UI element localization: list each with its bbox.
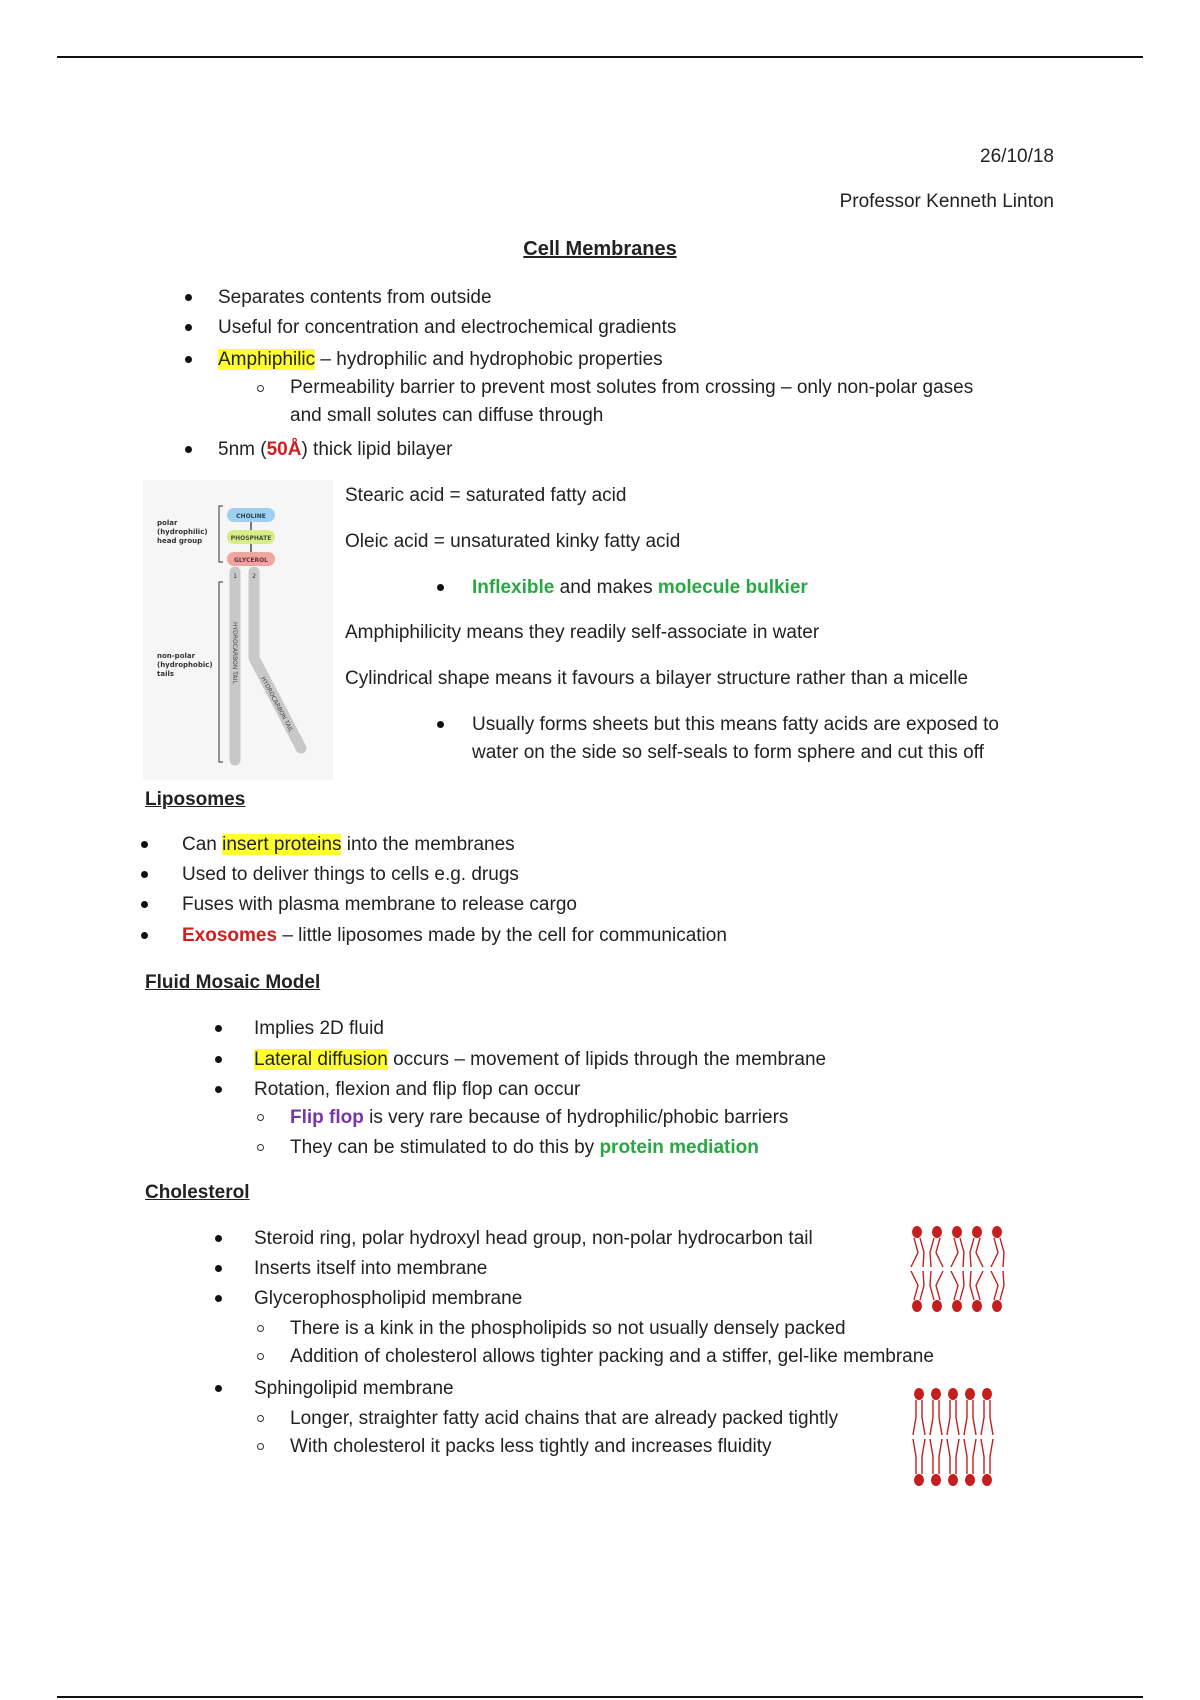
sub-bullet-circle bbox=[257, 1415, 264, 1422]
angstrom-value: 50Å bbox=[266, 439, 302, 460]
lipid-tail bbox=[951, 1271, 958, 1300]
intro-bullet-2: Useful for concentration and electrochemical gradients bbox=[218, 317, 677, 338]
glycerol-label: GLYCEROL bbox=[234, 557, 268, 564]
oleic-acid-line: Oleic acid = unsaturated kinky fatty acid bbox=[345, 531, 681, 552]
bullet-dot bbox=[215, 1056, 222, 1063]
lipid-tail bbox=[947, 1400, 950, 1435]
liposomes-bullet-3: Fuses with plasma membrane to release cargo bbox=[182, 894, 577, 915]
lipid-tail bbox=[947, 1439, 950, 1474]
lipid-head bbox=[982, 1474, 992, 1486]
liposomes-heading: Liposomes bbox=[145, 789, 246, 810]
bullet-dot bbox=[141, 932, 148, 939]
lipid-tail bbox=[973, 1439, 976, 1474]
exosomes-text: Exosomes bbox=[182, 925, 278, 946]
lipid-tail bbox=[922, 1439, 925, 1474]
lipid-tail bbox=[964, 1400, 967, 1435]
lipid-tail bbox=[970, 1271, 974, 1300]
cholesterol-b3-sub-1: There is a kink in the phospholipids so not usually densely packed bbox=[290, 1318, 846, 1339]
lipid-tail bbox=[960, 1238, 964, 1267]
bullet-dot bbox=[437, 584, 444, 591]
cholesterol-b3-sub-2: Addition of cholesterol allows tighter packing and a stiffer, gel-like membrane bbox=[290, 1346, 934, 1367]
fluid-bullet-2 bbox=[254, 1049, 826, 1071]
sub-bullet-circle bbox=[257, 1353, 264, 1360]
liposomes-bullet-2: Used to deliver things to cells e.g. drugs bbox=[182, 864, 519, 885]
intro-bullet-1: Separates contents from outside bbox=[218, 287, 492, 308]
lipid-tail bbox=[981, 1400, 984, 1435]
lipid-tail bbox=[990, 1400, 993, 1435]
lipid-tail bbox=[951, 1238, 958, 1267]
lipid-head bbox=[965, 1474, 975, 1486]
amphiphilicity-line: Amphiphilicity means they readily self-associate in water bbox=[345, 622, 820, 643]
date: 26/10/18 bbox=[980, 146, 1054, 167]
bullet-dot bbox=[215, 1385, 222, 1392]
lipid-head bbox=[952, 1226, 962, 1238]
sheets-line-2: water on the side so self-seals to form sphere and cut this off bbox=[472, 742, 984, 763]
lipid-head bbox=[932, 1226, 942, 1238]
lipid-tail bbox=[970, 1238, 974, 1267]
lipid-tail bbox=[913, 1400, 916, 1435]
polar-label-1: polar bbox=[157, 519, 178, 527]
bullet-dot bbox=[215, 1025, 222, 1032]
nonpolar-label-2: (hydrophobic) bbox=[157, 661, 213, 669]
lipid-tail bbox=[930, 1238, 934, 1267]
lipid-tail bbox=[939, 1439, 942, 1474]
liposomes-bullet-4 bbox=[182, 925, 727, 947]
tail-2-number: 2 bbox=[252, 573, 256, 580]
phosphate-label: PHOSPHATE bbox=[230, 535, 272, 542]
phospholipid-diagram bbox=[143, 480, 333, 780]
lipid-head bbox=[948, 1388, 958, 1400]
bullet-dot bbox=[185, 356, 192, 363]
lipid-tail bbox=[976, 1271, 983, 1300]
lipid-tail bbox=[1000, 1238, 1004, 1267]
lipid-tail bbox=[976, 1238, 983, 1267]
lipid-tail bbox=[922, 1400, 925, 1435]
tail-1-label: HYDROCARBON TAIL bbox=[231, 622, 238, 684]
lipid-tail bbox=[990, 1439, 993, 1474]
fluid-mosaic-heading: Fluid Mosaic Model bbox=[145, 972, 321, 993]
lipid-tail bbox=[960, 1271, 964, 1300]
bullet-dot bbox=[141, 901, 148, 908]
bottom-rule bbox=[57, 1696, 1143, 1698]
stearic-acid-line: Stearic acid = saturated fatty acid bbox=[345, 485, 627, 506]
liposomes-b1-pre: Can bbox=[182, 834, 223, 855]
sheets-line-1: Usually forms sheets but this means fatty acids are exposed to bbox=[472, 714, 999, 735]
intro-bullet-3-text: – hydrophilic and hydrophobic properties bbox=[315, 349, 663, 370]
sub-bullet-circle bbox=[257, 1325, 264, 1332]
page-title: Cell Membranes bbox=[523, 238, 677, 260]
amphiphilic-highlight: Amphiphilic bbox=[218, 349, 316, 370]
choline-label: CHOLINE bbox=[236, 513, 266, 520]
lipid-head bbox=[972, 1300, 982, 1312]
cylindrical-line: Cylindrical shape means it favours a bilayer structure rather than a micelle bbox=[345, 668, 969, 689]
lateral-diffusion-highlight: Lateral diffusion bbox=[254, 1049, 388, 1070]
lipid-head bbox=[992, 1226, 1002, 1238]
lipid-tail bbox=[956, 1400, 959, 1435]
polar-label-2: (hydrophilic) bbox=[157, 528, 208, 536]
lipid-tail bbox=[930, 1400, 933, 1435]
sub-bullet-circle bbox=[257, 385, 264, 392]
lipid-tail bbox=[930, 1271, 934, 1300]
tail-1-number: 1 bbox=[233, 573, 237, 580]
lipid-tail bbox=[939, 1400, 942, 1435]
glycerophospholipid-bilayer-illustration bbox=[905, 1224, 1015, 1314]
intro-sub-1-line2: and small solutes can diffuse through bbox=[290, 405, 604, 426]
cholesterol-bullet-4: Sphingolipid membrane bbox=[254, 1378, 454, 1399]
nonpolar-label-3: tails bbox=[157, 670, 175, 678]
nonpolar-label-1: non-polar bbox=[157, 652, 196, 660]
lipid-tail bbox=[920, 1271, 924, 1300]
bullet-dot bbox=[215, 1235, 222, 1242]
lipid-tail bbox=[911, 1271, 918, 1300]
lipid-tail bbox=[956, 1439, 959, 1474]
bullet-dot bbox=[185, 294, 192, 301]
inflexible-text: Inflexible bbox=[472, 577, 555, 598]
lipid-tail bbox=[964, 1439, 967, 1474]
intro-bullet-3 bbox=[218, 349, 663, 371]
lipid-head bbox=[931, 1388, 941, 1400]
oleic-bullet bbox=[472, 577, 808, 599]
lecturer: Professor Kenneth Linton bbox=[839, 191, 1054, 212]
insert-proteins-highlight: insert proteins bbox=[222, 834, 342, 855]
tail-2-label: HYDROCARBON TAIL bbox=[259, 675, 295, 734]
lipid-tail bbox=[991, 1238, 998, 1267]
bulkier-text: molecule bulkier bbox=[657, 577, 808, 598]
thickness-post: ) thick lipid bilayer bbox=[301, 439, 453, 460]
lipid-tail bbox=[913, 1439, 916, 1474]
lipid-head bbox=[914, 1388, 924, 1400]
lipid-tail bbox=[991, 1271, 998, 1300]
cholesterol-bullet-2: Inserts itself into membrane bbox=[254, 1258, 488, 1279]
lipid-tail bbox=[936, 1271, 943, 1300]
cholesterol-heading: Cholesterol bbox=[145, 1182, 250, 1203]
sub-bullet-circle bbox=[257, 1144, 264, 1151]
lipid-head bbox=[914, 1474, 924, 1486]
cholesterol-b4-sub-1: Longer, straighter fatty acid chains that are already packed tightly bbox=[290, 1408, 839, 1429]
polar-label-3: head group bbox=[157, 537, 203, 545]
lipid-tail bbox=[930, 1439, 933, 1474]
protein-mediation-text: protein mediation bbox=[599, 1137, 759, 1158]
fluid-sub-2 bbox=[290, 1137, 759, 1159]
sub-bullet-circle bbox=[257, 1443, 264, 1450]
fluid-s2-pre: They can be stimulated to do this by bbox=[290, 1137, 600, 1158]
fluid-s1-post: is very rare because of hydrophilic/phobic barriers bbox=[363, 1107, 789, 1128]
bullet-dot bbox=[185, 324, 192, 331]
thickness-pre: 5nm ( bbox=[218, 439, 267, 460]
lipid-head bbox=[992, 1300, 1002, 1312]
lipid-head bbox=[912, 1300, 922, 1312]
intro-sub-1-line1: Permeability barrier to prevent most solutes from crossing – only non-polar gases bbox=[290, 377, 974, 398]
fluid-bullet-3: Rotation, flexion and flip flop can occur bbox=[254, 1079, 581, 1100]
bullet-dot bbox=[215, 1295, 222, 1302]
bullet-dot bbox=[215, 1265, 222, 1272]
lipid-tail bbox=[981, 1439, 984, 1474]
cholesterol-bullet-1: Steroid ring, polar hydroxyl head group, non-polar hydrocarbon tail bbox=[254, 1228, 813, 1249]
liposomes-bullet-1 bbox=[182, 834, 515, 856]
lipid-head bbox=[972, 1226, 982, 1238]
lipid-tail bbox=[973, 1400, 976, 1435]
liposomes-b4-post: – little liposomes made by the cell for communication bbox=[277, 925, 727, 946]
lipid-tail bbox=[920, 1238, 924, 1267]
lipid-tail bbox=[936, 1238, 943, 1267]
lipid-head bbox=[982, 1388, 992, 1400]
fluid-b2-post: occurs – movement of lipids through the membrane bbox=[387, 1049, 827, 1070]
liposomes-b1-post: into the membranes bbox=[341, 834, 515, 855]
bullet-dot bbox=[185, 446, 192, 453]
lipid-head bbox=[931, 1474, 941, 1486]
lipid-head bbox=[948, 1474, 958, 1486]
oleic-bullet-mid: and makes bbox=[554, 577, 658, 598]
bullet-dot bbox=[437, 721, 444, 728]
lipid-head bbox=[952, 1300, 962, 1312]
fluid-bullet-1: Implies 2D fluid bbox=[254, 1018, 384, 1039]
intro-bullet-4 bbox=[218, 439, 452, 461]
bullet-dot bbox=[141, 871, 148, 878]
sphingolipid-bilayer-illustration bbox=[905, 1386, 1005, 1488]
bullet-dot bbox=[141, 841, 148, 848]
sub-bullet-circle bbox=[257, 1114, 264, 1121]
fluid-sub-1 bbox=[290, 1107, 788, 1129]
top-rule bbox=[57, 56, 1143, 58]
lipid-head bbox=[965, 1388, 975, 1400]
cholesterol-b4-sub-2: With cholesterol it packs less tightly and increases fluidity bbox=[290, 1436, 772, 1457]
lipid-tail bbox=[1000, 1271, 1004, 1300]
lipid-head bbox=[932, 1300, 942, 1312]
lipid-tail bbox=[911, 1238, 918, 1267]
lipid-head bbox=[912, 1226, 922, 1238]
flip-flop-text: Flip flop bbox=[290, 1107, 364, 1128]
bullet-dot bbox=[215, 1086, 222, 1093]
cholesterol-bullet-3: Glycerophospholipid membrane bbox=[254, 1288, 523, 1309]
